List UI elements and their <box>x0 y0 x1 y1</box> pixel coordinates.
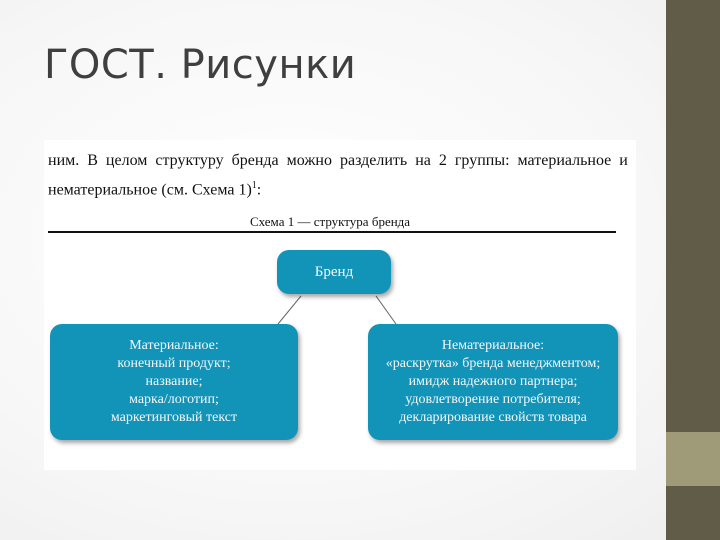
immaterial-box-line: декларирование свойств товара <box>399 410 587 425</box>
figure-caption: Схема 1 — структура бренда <box>249 214 411 229</box>
material-box-line: марка/логотип; <box>129 392 219 407</box>
paragraph-line-1: ним. В целом структуру бренда можно разделить на 2 группы: материальное и <box>48 152 628 169</box>
paragraph-line-2-text: нематериальное (см. Схема 1) <box>48 181 252 199</box>
slide-side-bar <box>666 0 720 540</box>
material-box-line: маркетинговый текст <box>110 410 238 425</box>
material-box-line: название; <box>145 374 203 389</box>
document-image <box>44 140 636 470</box>
immaterial-box-line: имидж надежного партнера; <box>408 374 578 389</box>
immaterial-box-line: Нематериальное: <box>441 338 545 353</box>
connector-left <box>278 296 301 324</box>
brand-box-label: Бренд <box>314 263 354 280</box>
paragraph-line-2-end: : <box>256 181 262 199</box>
material-box-line: конечный продукт; <box>117 356 231 371</box>
side-bar-accent <box>666 432 720 486</box>
brand-box <box>277 250 391 294</box>
material-box-line: Материальное: <box>129 338 219 353</box>
immaterial-box-line: «раскрутка» бренда менеджментом; <box>385 356 601 371</box>
footnote-mark: 1 <box>251 180 257 191</box>
slide-title: ГОСТ. Рисунки <box>44 42 357 88</box>
material-box <box>50 324 298 440</box>
immaterial-box <box>368 324 618 440</box>
connector-right <box>376 296 396 324</box>
immaterial-box-line: удовлетворение потребителя; <box>405 392 581 407</box>
